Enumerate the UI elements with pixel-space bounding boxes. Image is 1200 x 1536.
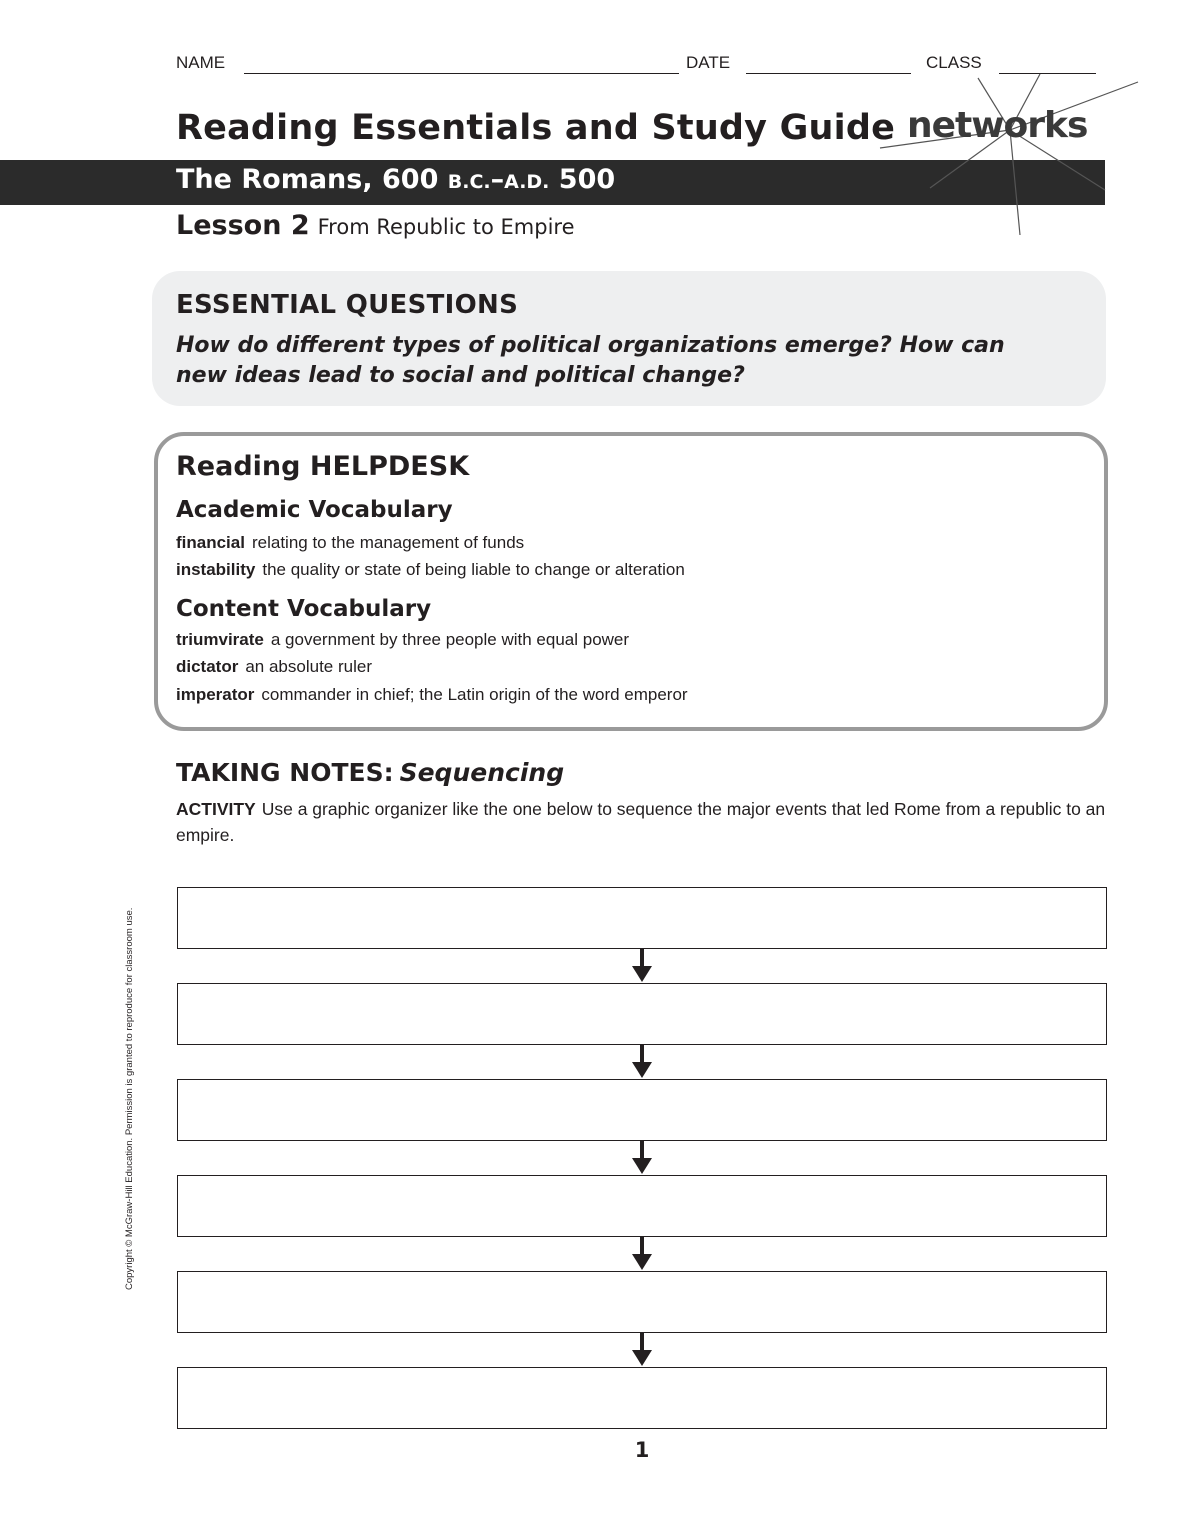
- vocab-definition: an absolute ruler: [245, 657, 372, 676]
- banner-ad: A.D.: [504, 171, 550, 193]
- sequence-box-6[interactable]: [177, 1367, 1107, 1429]
- banner-dash: –: [490, 164, 505, 195]
- helpdesk-title: Reading HELPDESK: [176, 451, 470, 482]
- vocab-entry: [176, 685, 688, 705]
- banner-suffix: 500: [549, 164, 616, 195]
- vocab-entry: [176, 533, 524, 553]
- name-field[interactable]: [244, 73, 679, 74]
- vocab-term: financial: [176, 533, 245, 552]
- taking-notes-label: TAKING NOTES:: [176, 758, 394, 787]
- networks-logo-burst: [870, 70, 1150, 240]
- vocab-term: imperator: [176, 685, 255, 704]
- vocab-definition: commander in chief; the Latin origin of the word emperor: [261, 685, 688, 704]
- content-vocabulary-heading: Content Vocabulary: [176, 596, 432, 622]
- sequence-box-1[interactable]: [177, 887, 1107, 949]
- vocab-term: triumvirate: [176, 630, 264, 649]
- vocab-entry: [176, 630, 629, 650]
- sequence-box-2[interactable]: [177, 983, 1107, 1045]
- page-number: 1: [634, 1438, 650, 1462]
- down-arrow-icon: [631, 949, 653, 983]
- vocab-definition: the quality or state of being liable to change or alteration: [262, 560, 685, 579]
- activity-text: Use a graphic organizer like the one below to sequence the major events that led Rome from a republic to an empire.: [176, 799, 1106, 845]
- vocab-term: dictator: [176, 657, 239, 676]
- networks-logo: networks: [907, 105, 1088, 146]
- vocab-term: instability: [176, 560, 256, 579]
- sequence-box-4[interactable]: [177, 1175, 1107, 1237]
- lesson-heading: [176, 210, 575, 241]
- activity-label: ACTIVITY: [176, 799, 256, 819]
- vocab-entry: [176, 657, 372, 677]
- lesson-title: From Republic to Empire: [317, 215, 575, 239]
- lesson-number: Lesson 2: [176, 210, 310, 241]
- vocab-definition: a government by three people with equal power: [270, 630, 630, 649]
- class-label: CLASS: [926, 53, 982, 72]
- activity-instructions: [176, 796, 1106, 848]
- sequence-box-3[interactable]: [177, 1079, 1107, 1141]
- vocab-entry: [176, 560, 685, 580]
- banner-bc: B.C.: [447, 171, 491, 193]
- date-label: DATE: [686, 53, 731, 72]
- banner-title: [176, 164, 615, 195]
- down-arrow-icon: [631, 1045, 653, 1079]
- page-title: Reading Essentials and Study Guide: [176, 108, 896, 148]
- sequence-box-5[interactable]: [177, 1271, 1107, 1333]
- taking-notes-heading: [176, 758, 564, 787]
- down-arrow-icon: [631, 1141, 653, 1175]
- essential-questions-text: How do different types of political organizations emerge? How can new ideas lead to social and political change?: [176, 333, 1005, 388]
- taking-notes-type: Sequencing: [399, 758, 565, 787]
- academic-vocabulary-heading: Academic Vocabulary: [176, 497, 453, 523]
- vocab-definition: relating to the management of funds: [251, 533, 525, 552]
- banner-prefix: The Romans, 600: [176, 164, 448, 195]
- copyright-notice: Copyright © McGraw-Hill Education. Permission is granted to reproduce for classroom use.: [124, 907, 135, 1290]
- name-label: NAME: [176, 53, 226, 72]
- down-arrow-icon: [631, 1237, 653, 1271]
- down-arrow-icon: [631, 1333, 653, 1367]
- essential-questions-heading: ESSENTIAL QUESTIONS: [176, 290, 519, 320]
